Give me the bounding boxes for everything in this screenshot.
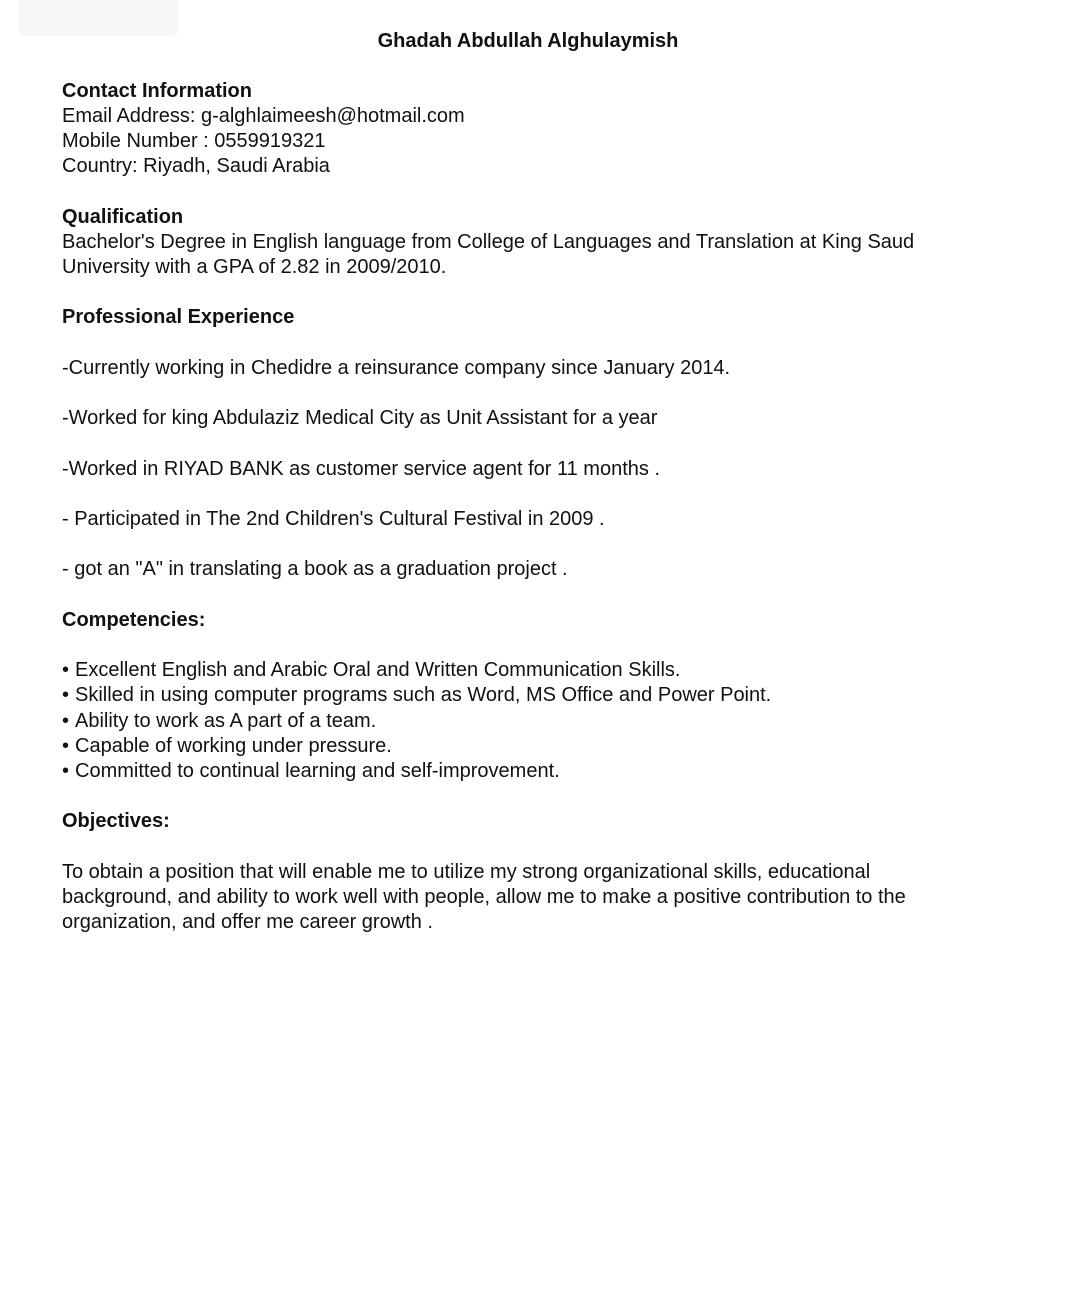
resume-name: Ghadah Abdullah Alghulaymish — [377, 30, 679, 52]
objectives-heading: Objectives: — [62, 810, 170, 832]
qualification-heading: Qualification — [62, 206, 184, 228]
competencies-heading: Competencies: — [62, 609, 206, 631]
contact-heading: Contact Information — [62, 80, 252, 102]
contact-country: Country: Riyadh, Saudi Arabia — [62, 155, 330, 177]
contact-email: Email Address: g-alghlaimeesh@hotmail.com — [62, 105, 465, 127]
competency-item: • Excellent English and Arabic Oral and Written Communication Skills. — [62, 658, 771, 683]
competency-item: • Capable of working under pressure. — [62, 734, 771, 759]
competencies-list — [62, 658, 771, 784]
objectives-text: To obtain a position that will enable me to utilize my strong organizational skills, educational background, and ability to work well with people, allow me to make a positive contribution to the organization, and offer me career growth . — [62, 861, 906, 933]
competency-item: • Committed to continual learning and self-improvement. — [62, 759, 771, 784]
competency-item: • Skilled in using computer programs such as Word, MS Office and Power Point. — [62, 683, 771, 708]
experience-item: - Participated in The 2nd Children's Cultural Festival in 2009 . — [62, 508, 605, 530]
competency-item: • Ability to work as A part of a team. — [62, 709, 771, 734]
experience-item: -Worked in RIYAD BANK as customer service agent for 11 months . — [62, 458, 661, 480]
experience-item: - got an "A" in translating a book as a graduation project . — [62, 558, 568, 580]
experience-heading: Professional Experience — [62, 306, 295, 328]
contact-mobile: Mobile Number : 0559919321 — [62, 130, 326, 152]
experience-item: -Worked for king Abdulaziz Medical City as Unit Assistant for a year — [62, 407, 658, 429]
qualification-text: Bachelor's Degree in English language from College of Languages and Translation at King Saud University with a GPA of 2.82 in 2009/2010. — [62, 231, 915, 278]
experience-item: -Currently working in Chedidre a reinsurance company since January 2014. — [62, 357, 731, 379]
